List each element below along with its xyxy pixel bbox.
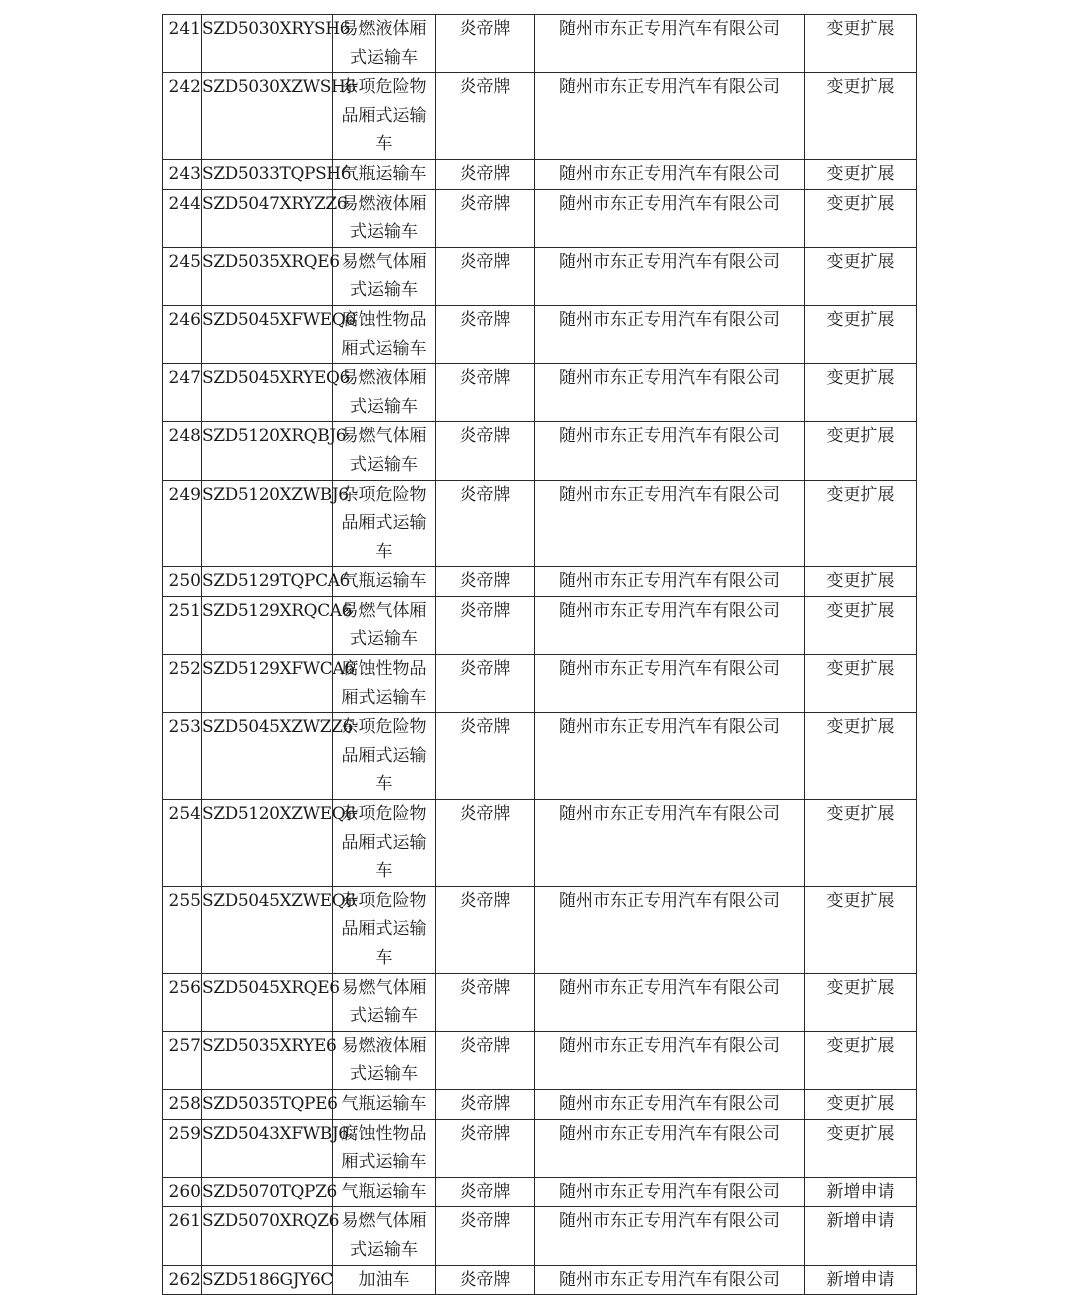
model-number: SZD5070XRQZ6	[202, 1211, 340, 1232]
company-name: 随州市东正专用汽车有限公司	[559, 1269, 780, 1290]
company-name-cell	[535, 480, 805, 567]
brand-cell	[436, 1031, 535, 1089]
brand-cell	[436, 247, 535, 305]
brand-cell	[436, 713, 535, 800]
brand: 炎帝牌	[459, 571, 511, 592]
brand-cell	[436, 15, 535, 73]
model-number-cell	[202, 189, 348, 247]
company-name: 随州市东正专用汽车有限公司	[559, 193, 780, 214]
vehicle-name: 易燃气体厢式运输车	[341, 600, 427, 650]
row-number-cell	[163, 189, 202, 247]
row-number: 243	[168, 163, 201, 184]
company-name-cell	[535, 364, 805, 422]
table-row	[163, 15, 917, 73]
table-row	[163, 567, 917, 597]
row-number: 245	[168, 251, 201, 272]
row-number: 247	[168, 368, 201, 389]
brand: 炎帝牌	[459, 19, 511, 39]
row-number-cell	[163, 305, 202, 363]
company-name: 随州市东正专用汽车有限公司	[559, 600, 780, 621]
application-status-cell	[805, 655, 917, 713]
application-status-cell	[805, 886, 917, 973]
brand-cell	[436, 567, 535, 597]
row-number: 250	[168, 571, 201, 592]
row-number: 251	[168, 600, 201, 621]
row-number-cell	[163, 713, 202, 800]
vehicle-name-cell	[333, 247, 436, 305]
vehicle-name-cell	[333, 189, 436, 247]
application-status: 新增申请	[826, 1269, 895, 1290]
model-number-cell	[202, 800, 356, 887]
brand: 炎帝牌	[459, 251, 511, 272]
vehicle-name: 气瓶运输车	[341, 1181, 427, 1202]
company-name-cell	[535, 596, 805, 654]
company-name-cell	[535, 800, 805, 887]
company-name: 随州市东正专用汽车有限公司	[559, 426, 780, 447]
row-number-cell	[163, 73, 202, 160]
model-number-cell	[202, 73, 356, 160]
application-status: 新增申请	[826, 1181, 895, 1202]
model-number-cell	[202, 422, 347, 480]
model-number: SZD5129TQPCA6	[202, 571, 350, 592]
vehicle-name: 易燃液体厢式运输车	[341, 1035, 427, 1085]
model-number: SZD5120XZWEQ6	[202, 804, 356, 825]
application-status-cell	[805, 567, 917, 597]
application-status: 变更扩展	[826, 193, 895, 214]
row-number-cell	[163, 886, 202, 973]
brand: 炎帝牌	[459, 368, 511, 389]
vehicle-name-cell	[333, 567, 436, 597]
application-status-cell	[805, 159, 917, 189]
table-row	[163, 422, 917, 480]
company-name-cell	[535, 305, 805, 363]
company-name: 随州市东正专用汽车有限公司	[559, 251, 780, 272]
application-status: 变更扩展	[826, 659, 895, 680]
row-number-cell	[163, 1265, 202, 1295]
model-number-cell	[202, 1177, 337, 1207]
model-number: SZD5120XRQBJ6	[202, 426, 347, 447]
vehicle-name-cell	[333, 973, 436, 1031]
model-number-cell	[202, 1265, 333, 1295]
vehicle-name: 杂项危险物品厢式运输车	[341, 77, 427, 155]
vehicle-name-cell	[333, 886, 436, 973]
model-number-cell	[202, 655, 355, 713]
row-number-cell	[163, 364, 202, 422]
vehicle-name-cell	[333, 159, 436, 189]
table-row	[163, 1031, 917, 1089]
brand-cell	[436, 159, 535, 189]
application-status-cell	[805, 1207, 917, 1265]
vehicle-name-cell	[333, 1031, 436, 1089]
vehicle-name: 易燃液体厢式运输车	[341, 193, 427, 243]
brand-cell	[436, 973, 535, 1031]
row-number: 248	[168, 426, 201, 447]
vehicle-name: 气瓶运输车	[341, 163, 427, 184]
application-status: 变更扩展	[826, 368, 895, 389]
table-row	[163, 655, 917, 713]
row-number-cell	[163, 480, 202, 567]
table-row	[163, 247, 917, 305]
row-number: 241	[168, 19, 201, 39]
table-row	[163, 886, 917, 973]
row-number-cell	[163, 1031, 202, 1089]
row-number: 249	[168, 484, 201, 505]
row-number-cell	[163, 655, 202, 713]
application-status-cell	[805, 1031, 917, 1089]
row-number-cell	[163, 247, 202, 305]
brand: 炎帝牌	[459, 804, 511, 825]
company-name-cell	[535, 247, 805, 305]
row-number-cell	[163, 15, 202, 73]
model-number-cell	[202, 480, 349, 567]
table-row	[163, 1265, 917, 1295]
row-number-cell	[163, 1119, 202, 1177]
table-row	[163, 596, 917, 654]
application-status: 变更扩展	[826, 1123, 895, 1144]
row-number: 246	[168, 309, 201, 330]
model-number: SZD5030XZWSH6	[202, 77, 356, 98]
brand: 炎帝牌	[459, 890, 511, 911]
brand-cell	[436, 1089, 535, 1119]
application-status: 变更扩展	[826, 251, 895, 272]
brand-cell	[436, 1265, 535, 1295]
vehicle-name-cell	[333, 713, 436, 800]
vehicle-name: 易燃气体厢式运输车	[341, 977, 427, 1027]
brand: 炎帝牌	[459, 163, 511, 184]
application-status-cell	[805, 305, 917, 363]
brand: 炎帝牌	[459, 309, 511, 330]
vehicle-name: 易燃气体厢式运输车	[341, 251, 427, 301]
row-number: 261	[168, 1211, 201, 1232]
vehicle-name-cell	[333, 596, 436, 654]
company-name: 随州市东正专用汽车有限公司	[559, 163, 780, 184]
model-number: SZD5035TQPE6	[202, 1093, 338, 1114]
model-number-cell	[202, 1031, 337, 1089]
vehicle-name: 易燃气体厢式运输车	[341, 426, 427, 475]
model-number: SZD5129XRQCA6	[202, 600, 353, 621]
model-number: SZD5045XZWZZ6	[202, 717, 353, 738]
application-status-cell	[805, 1265, 917, 1295]
model-number: SZD5120XZWBJ6	[202, 484, 349, 505]
application-status-cell	[805, 189, 917, 247]
application-status: 变更扩展	[826, 571, 895, 592]
application-status: 变更扩展	[826, 804, 895, 825]
application-status: 变更扩展	[826, 309, 895, 330]
table-row	[163, 1089, 917, 1119]
company-name-cell	[535, 886, 805, 973]
company-name: 随州市东正专用汽车有限公司	[559, 1181, 780, 1202]
vehicle-name: 气瓶运输车	[341, 1093, 427, 1114]
model-number: SZD5045XZWEQ6	[202, 890, 356, 911]
table-row	[163, 1119, 917, 1177]
model-number-cell	[202, 247, 340, 305]
vehicle-name-cell	[333, 1119, 436, 1177]
row-number: 258	[168, 1093, 201, 1114]
table-row	[163, 189, 917, 247]
company-name-cell	[535, 1089, 805, 1119]
application-status: 变更扩展	[826, 890, 895, 911]
brand-cell	[436, 800, 535, 887]
model-number-cell	[202, 305, 356, 363]
model-number-cell	[202, 15, 351, 73]
model-number: SZD5043XFWBJ6	[202, 1123, 349, 1144]
vehicle-name: 易燃气体厢式运输车	[341, 1211, 427, 1260]
company-name: 随州市东正专用汽车有限公司	[559, 659, 780, 680]
model-number-cell	[202, 1207, 340, 1265]
model-number: SZD5035XRYE6	[202, 1035, 337, 1056]
vehicle-name: 腐蚀性物品厢式运输车	[341, 309, 427, 359]
row-number: 252	[168, 659, 201, 680]
row-number: 253	[168, 717, 201, 738]
model-number: SZD5047XRYZZ6	[202, 193, 348, 214]
application-status-cell	[805, 247, 917, 305]
vehicle-name-cell	[333, 800, 436, 887]
model-number-cell	[202, 159, 352, 189]
vehicle-name-cell	[333, 480, 436, 567]
application-status-cell	[805, 1177, 917, 1207]
brand: 炎帝牌	[459, 1269, 511, 1290]
company-name-cell	[535, 73, 805, 160]
vehicle-name: 杂项危险物品厢式运输车	[341, 890, 427, 968]
company-name-cell	[535, 973, 805, 1031]
model-number-cell	[202, 713, 353, 800]
brand: 炎帝牌	[459, 977, 511, 998]
brand: 炎帝牌	[459, 1211, 511, 1232]
table-row	[163, 364, 917, 422]
vehicle-name-cell	[333, 15, 436, 73]
row-number-cell	[163, 1177, 202, 1207]
vehicle-name: 气瓶运输车	[341, 571, 427, 592]
row-number-cell	[163, 973, 202, 1031]
application-status: 变更扩展	[826, 1093, 895, 1114]
application-status-cell	[805, 422, 917, 480]
vehicle-name-cell	[333, 73, 436, 160]
application-status-cell	[805, 15, 917, 73]
vehicle-name-cell	[333, 422, 436, 480]
company-name: 随州市东正专用汽车有限公司	[559, 1123, 780, 1144]
row-number-cell	[163, 422, 202, 480]
model-number: SZD5186GJY6C	[202, 1269, 333, 1290]
row-number: 254	[168, 804, 201, 825]
vehicle-name: 杂项危险物品厢式运输车	[341, 484, 427, 562]
vehicle-name-cell	[333, 1265, 436, 1295]
vehicle-name-cell	[333, 305, 436, 363]
row-number: 262	[168, 1269, 201, 1290]
row-number-cell	[163, 567, 202, 597]
model-number: SZD5045XRYEQ6	[202, 368, 350, 389]
model-number: SZD5070TQPZ6	[202, 1181, 337, 1202]
model-number-cell	[202, 567, 350, 597]
brand: 炎帝牌	[459, 193, 511, 214]
model-number-cell	[202, 973, 340, 1031]
vehicle-name-cell	[333, 1207, 436, 1265]
company-name: 随州市东正专用汽车有限公司	[559, 717, 780, 738]
model-number: SZD5033TQPSH6	[202, 163, 352, 184]
model-number-cell	[202, 596, 353, 654]
application-status: 变更扩展	[826, 19, 895, 39]
vehicle-name: 杂项危险物品厢式运输车	[341, 717, 427, 795]
company-name-cell	[535, 713, 805, 800]
table-row	[163, 800, 917, 887]
brand: 炎帝牌	[459, 1035, 511, 1056]
application-status: 变更扩展	[826, 426, 895, 447]
row-number: 257	[168, 1035, 201, 1056]
application-status: 变更扩展	[826, 1035, 895, 1056]
row-number: 260	[168, 1181, 201, 1202]
company-name-cell	[535, 655, 805, 713]
company-name: 随州市东正专用汽车有限公司	[559, 1093, 780, 1114]
table-row	[163, 305, 917, 363]
model-number-cell	[202, 1119, 349, 1177]
company-name: 随州市东正专用汽车有限公司	[559, 484, 780, 505]
application-status: 变更扩展	[826, 484, 895, 505]
row-number: 244	[168, 193, 201, 214]
vehicle-name: 易燃液体厢式运输车	[341, 19, 427, 68]
brand: 炎帝牌	[459, 1093, 511, 1114]
brand-cell	[436, 1177, 535, 1207]
company-name-cell	[535, 159, 805, 189]
row-number: 256	[168, 977, 201, 998]
application-status-cell	[805, 480, 917, 567]
brand-cell	[436, 655, 535, 713]
company-name: 随州市东正专用汽车有限公司	[559, 1211, 780, 1232]
model-number: SZD5045XRQE6	[202, 977, 340, 998]
company-name-cell	[535, 189, 805, 247]
table-row	[163, 1207, 917, 1265]
vehicle-name: 腐蚀性物品厢式运输车	[341, 659, 427, 708]
application-status-cell	[805, 596, 917, 654]
vehicle-name-cell	[333, 1177, 436, 1207]
row-number-cell	[163, 159, 202, 189]
vehicle-name-cell	[333, 655, 436, 713]
model-number-cell	[202, 1089, 338, 1119]
model-number: SZD5035XRQE6	[202, 251, 340, 272]
company-name-cell	[535, 1031, 805, 1089]
table-row	[163, 973, 917, 1031]
brand: 炎帝牌	[459, 1123, 511, 1144]
application-status-cell	[805, 1119, 917, 1177]
vehicle-name-cell	[333, 364, 436, 422]
company-name: 随州市东正专用汽车有限公司	[559, 368, 780, 389]
brand-cell	[436, 364, 535, 422]
brand: 炎帝牌	[459, 1181, 511, 1202]
brand-cell	[436, 422, 535, 480]
brand-cell	[436, 596, 535, 654]
company-name-cell	[535, 15, 805, 73]
row-number-cell	[163, 1207, 202, 1265]
application-status-cell	[805, 713, 917, 800]
company-name-cell	[535, 1207, 805, 1265]
model-number: SZD5030XRYSH6	[202, 19, 351, 39]
application-status: 变更扩展	[826, 77, 895, 98]
row-number: 255	[168, 890, 201, 911]
brand: 炎帝牌	[459, 659, 511, 680]
brand-cell	[436, 189, 535, 247]
application-status: 变更扩展	[826, 977, 895, 998]
application-status-cell	[805, 73, 917, 160]
brand-cell	[436, 1207, 535, 1265]
table-row	[163, 480, 917, 567]
company-name: 随州市东正专用汽车有限公司	[559, 571, 780, 592]
table-row	[163, 713, 917, 800]
company-name-cell	[535, 1177, 805, 1207]
application-status-cell	[805, 973, 917, 1031]
brand: 炎帝牌	[459, 717, 511, 738]
model-number-cell	[202, 364, 350, 422]
company-name: 随州市东正专用汽车有限公司	[559, 890, 780, 911]
application-status-cell	[805, 364, 917, 422]
application-status: 新增申请	[826, 1211, 895, 1232]
brand: 炎帝牌	[459, 484, 511, 505]
brand-cell	[436, 73, 535, 160]
application-status: 变更扩展	[826, 163, 895, 184]
company-name: 随州市东正专用汽车有限公司	[559, 804, 780, 825]
company-name-cell	[535, 422, 805, 480]
company-name: 随州市东正专用汽车有限公司	[559, 977, 780, 998]
brand: 炎帝牌	[459, 600, 511, 621]
company-name-cell	[535, 1265, 805, 1295]
brand-cell	[436, 886, 535, 973]
company-name-cell	[535, 1119, 805, 1177]
brand-cell	[436, 1119, 535, 1177]
company-name: 随州市东正专用汽车有限公司	[559, 309, 780, 330]
application-status: 变更扩展	[826, 600, 895, 621]
application-status-cell	[805, 800, 917, 887]
company-name-cell	[535, 567, 805, 597]
company-name: 随州市东正专用汽车有限公司	[559, 19, 780, 39]
row-number-cell	[163, 800, 202, 887]
application-status: 变更扩展	[826, 717, 895, 738]
brand: 炎帝牌	[459, 77, 511, 98]
model-number-cell	[202, 886, 356, 973]
vehicle-name: 易燃液体厢式运输车	[341, 368, 427, 417]
model-number: SZD5045XFWEQ6	[202, 309, 356, 330]
vehicle-catalog-table	[162, 14, 917, 1295]
company-name: 随州市东正专用汽车有限公司	[559, 1035, 780, 1056]
brand-cell	[436, 305, 535, 363]
row-number-cell	[163, 596, 202, 654]
vehicle-name: 杂项危险物品厢式运输车	[341, 804, 427, 882]
brand-cell	[436, 480, 535, 567]
brand: 炎帝牌	[459, 426, 511, 447]
vehicle-name: 腐蚀性物品厢式运输车	[341, 1123, 427, 1173]
vehicle-name: 加油车	[358, 1269, 410, 1290]
application-status-cell	[805, 1089, 917, 1119]
table-row	[163, 1177, 917, 1207]
row-number: 259	[168, 1123, 201, 1144]
vehicle-name-cell	[333, 1089, 436, 1119]
table-row	[163, 73, 917, 160]
row-number-cell	[163, 1089, 202, 1119]
table-row	[163, 159, 917, 189]
row-number: 242	[168, 77, 201, 98]
model-number: SZD5129XFWCA6	[202, 659, 355, 680]
company-name: 随州市东正专用汽车有限公司	[559, 77, 780, 98]
table-body	[163, 15, 917, 1295]
